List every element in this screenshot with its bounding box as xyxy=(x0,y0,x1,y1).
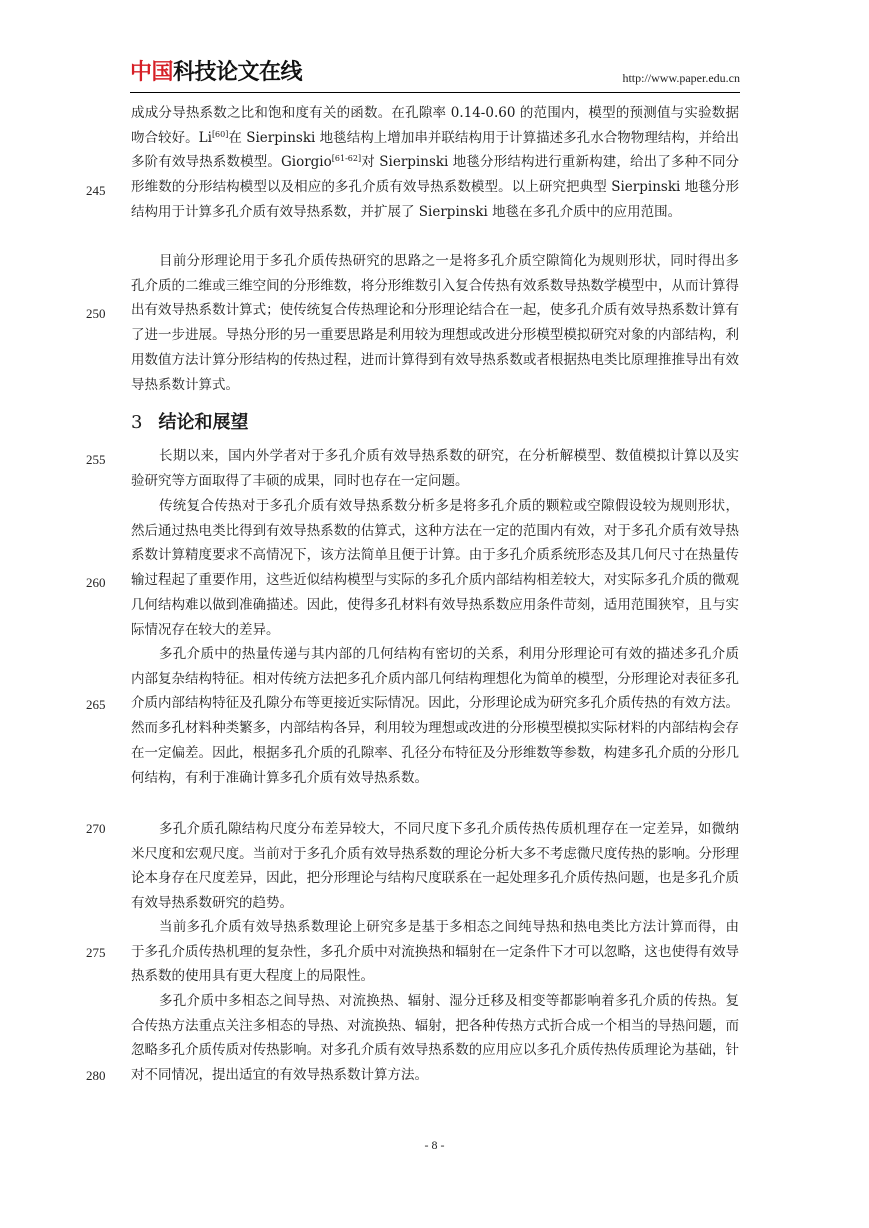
logo-red-text: 中国 xyxy=(130,60,174,85)
line-number: 270 xyxy=(86,821,106,836)
paragraph-3: 长期以来，国内外学者对于多孔介质有效导热系数的研究，在分析解模型、数值模拟计算以及实验研究等方面取得了丰硕的成果，同时也存在一定问题。 xyxy=(131,448,739,489)
paragraph-1-text-a: 成成分导热系数之比和饱和度有关的函数。在孔隙率 0.14-0.60 的范围内，模型的预测值与实验数据吻合较好。Li xyxy=(131,105,739,146)
line-number: 255 xyxy=(86,452,106,467)
paragraph-1-text-b: 在 Sierpinski 地毯结构上增加串并联结构用于计算描述多孔水合物物理结构，并给出多阶有效导热系数模型。Giorgio xyxy=(131,129,739,171)
line-number: 260 xyxy=(86,575,106,590)
site-logo xyxy=(130,60,302,86)
line-number: 280 xyxy=(86,1068,106,1083)
paragraph-1 xyxy=(131,101,739,225)
line-number: 250 xyxy=(86,306,106,321)
paragraph-8: 多孔介质中多相态之间导热、对流换热、辐射、湿分迁移及相变等都影响着多孔介质的传热。复合传热方法重点关注多相态的导热、对流换热、辐射，把各种传热方式折合成一个相当的导热问题，而忽略多孔介质传质对传热影响。对多孔介质有效导热系数的应用应以多孔介质传热传质理论为基础，针对不同情况，提出适宜的有效导热系数计算方法。 xyxy=(131,993,739,1084)
paragraph-7: 当前多孔介质有效导热系数理论上研究多是基于多相态之间纯导热和热电类比方法计算而得，由于多孔介质传热机理的复杂性，多孔介质中对流换热和辐射在一定条件下才可以忽略，这也使得有效导热系数的使用具有更大程度上的局限性。 xyxy=(131,919,739,985)
paragraph-4: 传统复合传热对于多孔介质有效导热系数分析多是将多孔介质的颗粒或空隙假设较为规则形状，然后通过热电类比得到有效导热系数的估算式，这种方法在一定的范围内有效，对于多孔介质有效导热系数计算精度要求不高情况下，该方法简单且便于计算。由于多孔介质系统形态及其几何尺寸在热量传输过程起了重要作用，这些近似结构模型与实际的多孔介质内部结构相差较大，对实际多孔介质的微观几何结构难以做到准确描述。因此，使得多孔材料有效导热系数应用条件苛刻，适用范围狭窄，且与实际情况存在较大的差异。 xyxy=(131,498,739,638)
logo-black-text: 科技论文在线 xyxy=(173,60,303,85)
page-header xyxy=(130,58,740,93)
paragraph-1-text-c: 对 Sierpinski 地毯分形结构进行重新构建，给出了多种不同分形维数的分形结构模型以及相应的多孔介质有效导热系数模型。以上研究把典型 Sierpinski 地毯分形结构用于计算多孔介质有效导热系数，并扩展了 Sierpinski 地毯在多孔介质中的应用范围。 xyxy=(131,154,739,220)
citation-60: [60] xyxy=(211,129,229,139)
header-url[interactable]: http://www.paper.edu.cn xyxy=(622,71,740,85)
section-number: 3 xyxy=(131,412,143,433)
paragraph-5: 多孔介质中的热量传递与其内部的几何结构有密切的关系，利用分形理论可有效的描述多孔介质内部复杂结构特征。相对传统方法把多孔介质内部几何结构理想化为简单的模型，分形理论对表征多孔介质内部结构特征及孔隙分布等更接近实际情况。因此，分形理论成为研究多孔介质传热的有效方法。然而多孔材料种类繁多，内部结构各异，利用较为理想或改进的分形模型模拟实际材料的内部结构会存在一定偏差。因此，根据多孔介质的孔隙率、孔径分布特征及分形维数等参数，构建多孔介质的分形几何结构，有利于准确计算多孔介质有效导热系数。 xyxy=(131,646,739,786)
line-number: 245 xyxy=(86,183,106,198)
line-number: 275 xyxy=(86,945,106,960)
section-heading xyxy=(131,411,248,435)
page-number: - 8 - xyxy=(424,1138,445,1152)
paragraph-2: 目前分形理论用于多孔介质传热研究的思路之一是将多孔介质空隙简化为规则形状，同时得出多孔介质的二维或三维空间的分形维数，将分形维数引入复合传热有效系数导热数学模型中，从而计算得出有效导热系数计算式；使传统复合传热理论和分形理论结合在一起，使多孔介质有效导热系数计算有了进一步进展。导热分形的另一重要思路是利用较为理想或改进分形模型模拟研究对象的内部结构，利用数值方法计算分形结构的传热过程，进而计算得到有效导热系数或者根据热电类比原理推推导出有效导热系数计算式。 xyxy=(131,253,739,393)
paragraph-6: 多孔介质孔隙结构尺度分布差异较大，不同尺度下多孔介质传热传质机理存在一定差异，如微纳米尺度和宏观尺度。当前对于多孔介质有效导热系数的理论分析大多不考虑微尺度传热的影响。分形理论本身存在尺度差异，因此，把分形理论与结构尺度联系在一起处理多孔介质传热问题，也是多孔介质有效导热系数研究的趋势。 xyxy=(131,821,739,912)
section-title: 结论和展望 xyxy=(158,412,249,433)
line-number: 265 xyxy=(86,697,106,712)
citation-61-62: [61-62] xyxy=(331,154,362,164)
